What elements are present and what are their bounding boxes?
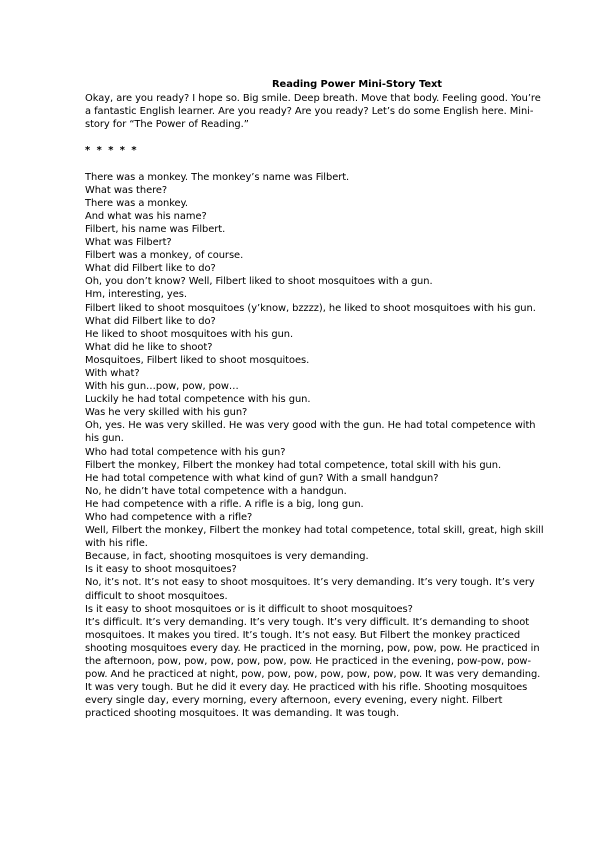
story-line: With what? [85,367,140,379]
story-line: He had total competence with what kind of gun? With a small handgun? [85,472,439,484]
story-line: It’s difficult. It’s very demanding. It’s very tough. It’s very difficult. It’s demanding to shoot mosquitoes. It makes you tired. It’s tough. It’s not easy. But Filbert the monkey practiced shooting mosquitoes every day. He practiced in the morning, pow, pow, pow. He practiced in the afternoon, pow, pow, pow, pow, pow, pow. He practiced in the evening, pow-pow, pow-pow. And he practiced at night, pow, pow, pow, pow, pow, pow, pow. It was very demanding. It was very tough. But he did it every day. He practiced with his rifle. Shooting mosquitoes every single day, every morning, every afternoon, every evening, every night. Filbert practiced shooting mosquitoes. It was demanding. It was tough. [85,616,541,720]
story-line: He liked to shoot mosquitoes with his gun. [85,328,294,340]
story-line: There was a monkey. The monkey’s name was Filbert. [85,171,350,183]
story-line: Hm, interesting, yes. [85,289,187,301]
story-line: Oh, you don’t know? Well, Filbert liked to shoot mosquitoes with a gun. [85,276,433,288]
document-body [85,92,547,721]
story-line: With his gun…pow, pow, pow… [85,381,239,393]
story-line: Filbert, his name was Filbert. [85,223,226,235]
story-line: There was a monkey. [85,197,189,209]
story-line: Is it easy to shoot mosquitoes or is it difficult to shoot mosquitoes? [85,603,413,615]
story-line: He had competence with a rifle. A rifle is a big, long gun. [85,498,364,510]
story-line: Luckily he had total competence with his gun. [85,394,311,406]
story-line: What did Filbert like to do? [85,263,216,275]
story-line: Was he very skilled with his gun? [85,407,248,419]
story-line: Who had competence with a rifle? [85,512,253,523]
story-line: What was Filbert? [85,237,172,249]
story-line: Filbert the monkey, Filbert the monkey had total competence, total skill with his gun. [85,459,502,471]
story-line: No, he didn’t have total competence with a handgun. [85,485,347,497]
story-line: Oh, yes. He was very skilled. He was very good with the gun. He had total competence with his gun. [85,420,536,445]
intro-paragraph: Okay, are you ready? I hope so. Big smile. Deep breath. Move that body. Feeling good. You’re a fantastic English learner. Are you ready? Are you ready? Let’s do some English here. Mini-story for “The Power of Reading.” [85,93,541,131]
story-line: Because, in fact, shooting mosquitoes is very demanding. [85,551,369,563]
story-line: Well, Filbert the monkey, Filbert the monkey had total competence, total skill, great, high skill with his rifle. [85,525,544,550]
separator-stars: * * * * * [85,145,139,157]
story-line: Mosquitoes, Filbert liked to shoot mosquitoes. [85,354,310,366]
story-line: Is it easy to shoot mosquitoes? [85,564,237,576]
story-line: Who had total competence with his gun? [85,446,286,458]
story-line: And what was his name? [85,210,207,222]
story-text [85,171,547,721]
story-line: What did Filbert like to do? [85,315,216,327]
story-line: No, it’s not. It’s not easy to shoot mosquitoes. It’s very demanding. It’s very tough. It’s very difficult to shoot mosquitoes. [85,577,535,602]
story-line: What did he like to shoot? [85,341,213,353]
story-line: Filbert liked to shoot mosquitoes (y’know, bzzzz), he liked to shoot mosquitoes with his gun. [85,302,536,314]
document-title: Reading Power Mini-Story Text [272,79,442,90]
story-line: Filbert was a monkey, of course. [85,250,244,262]
story-line: What was there? [85,184,168,196]
